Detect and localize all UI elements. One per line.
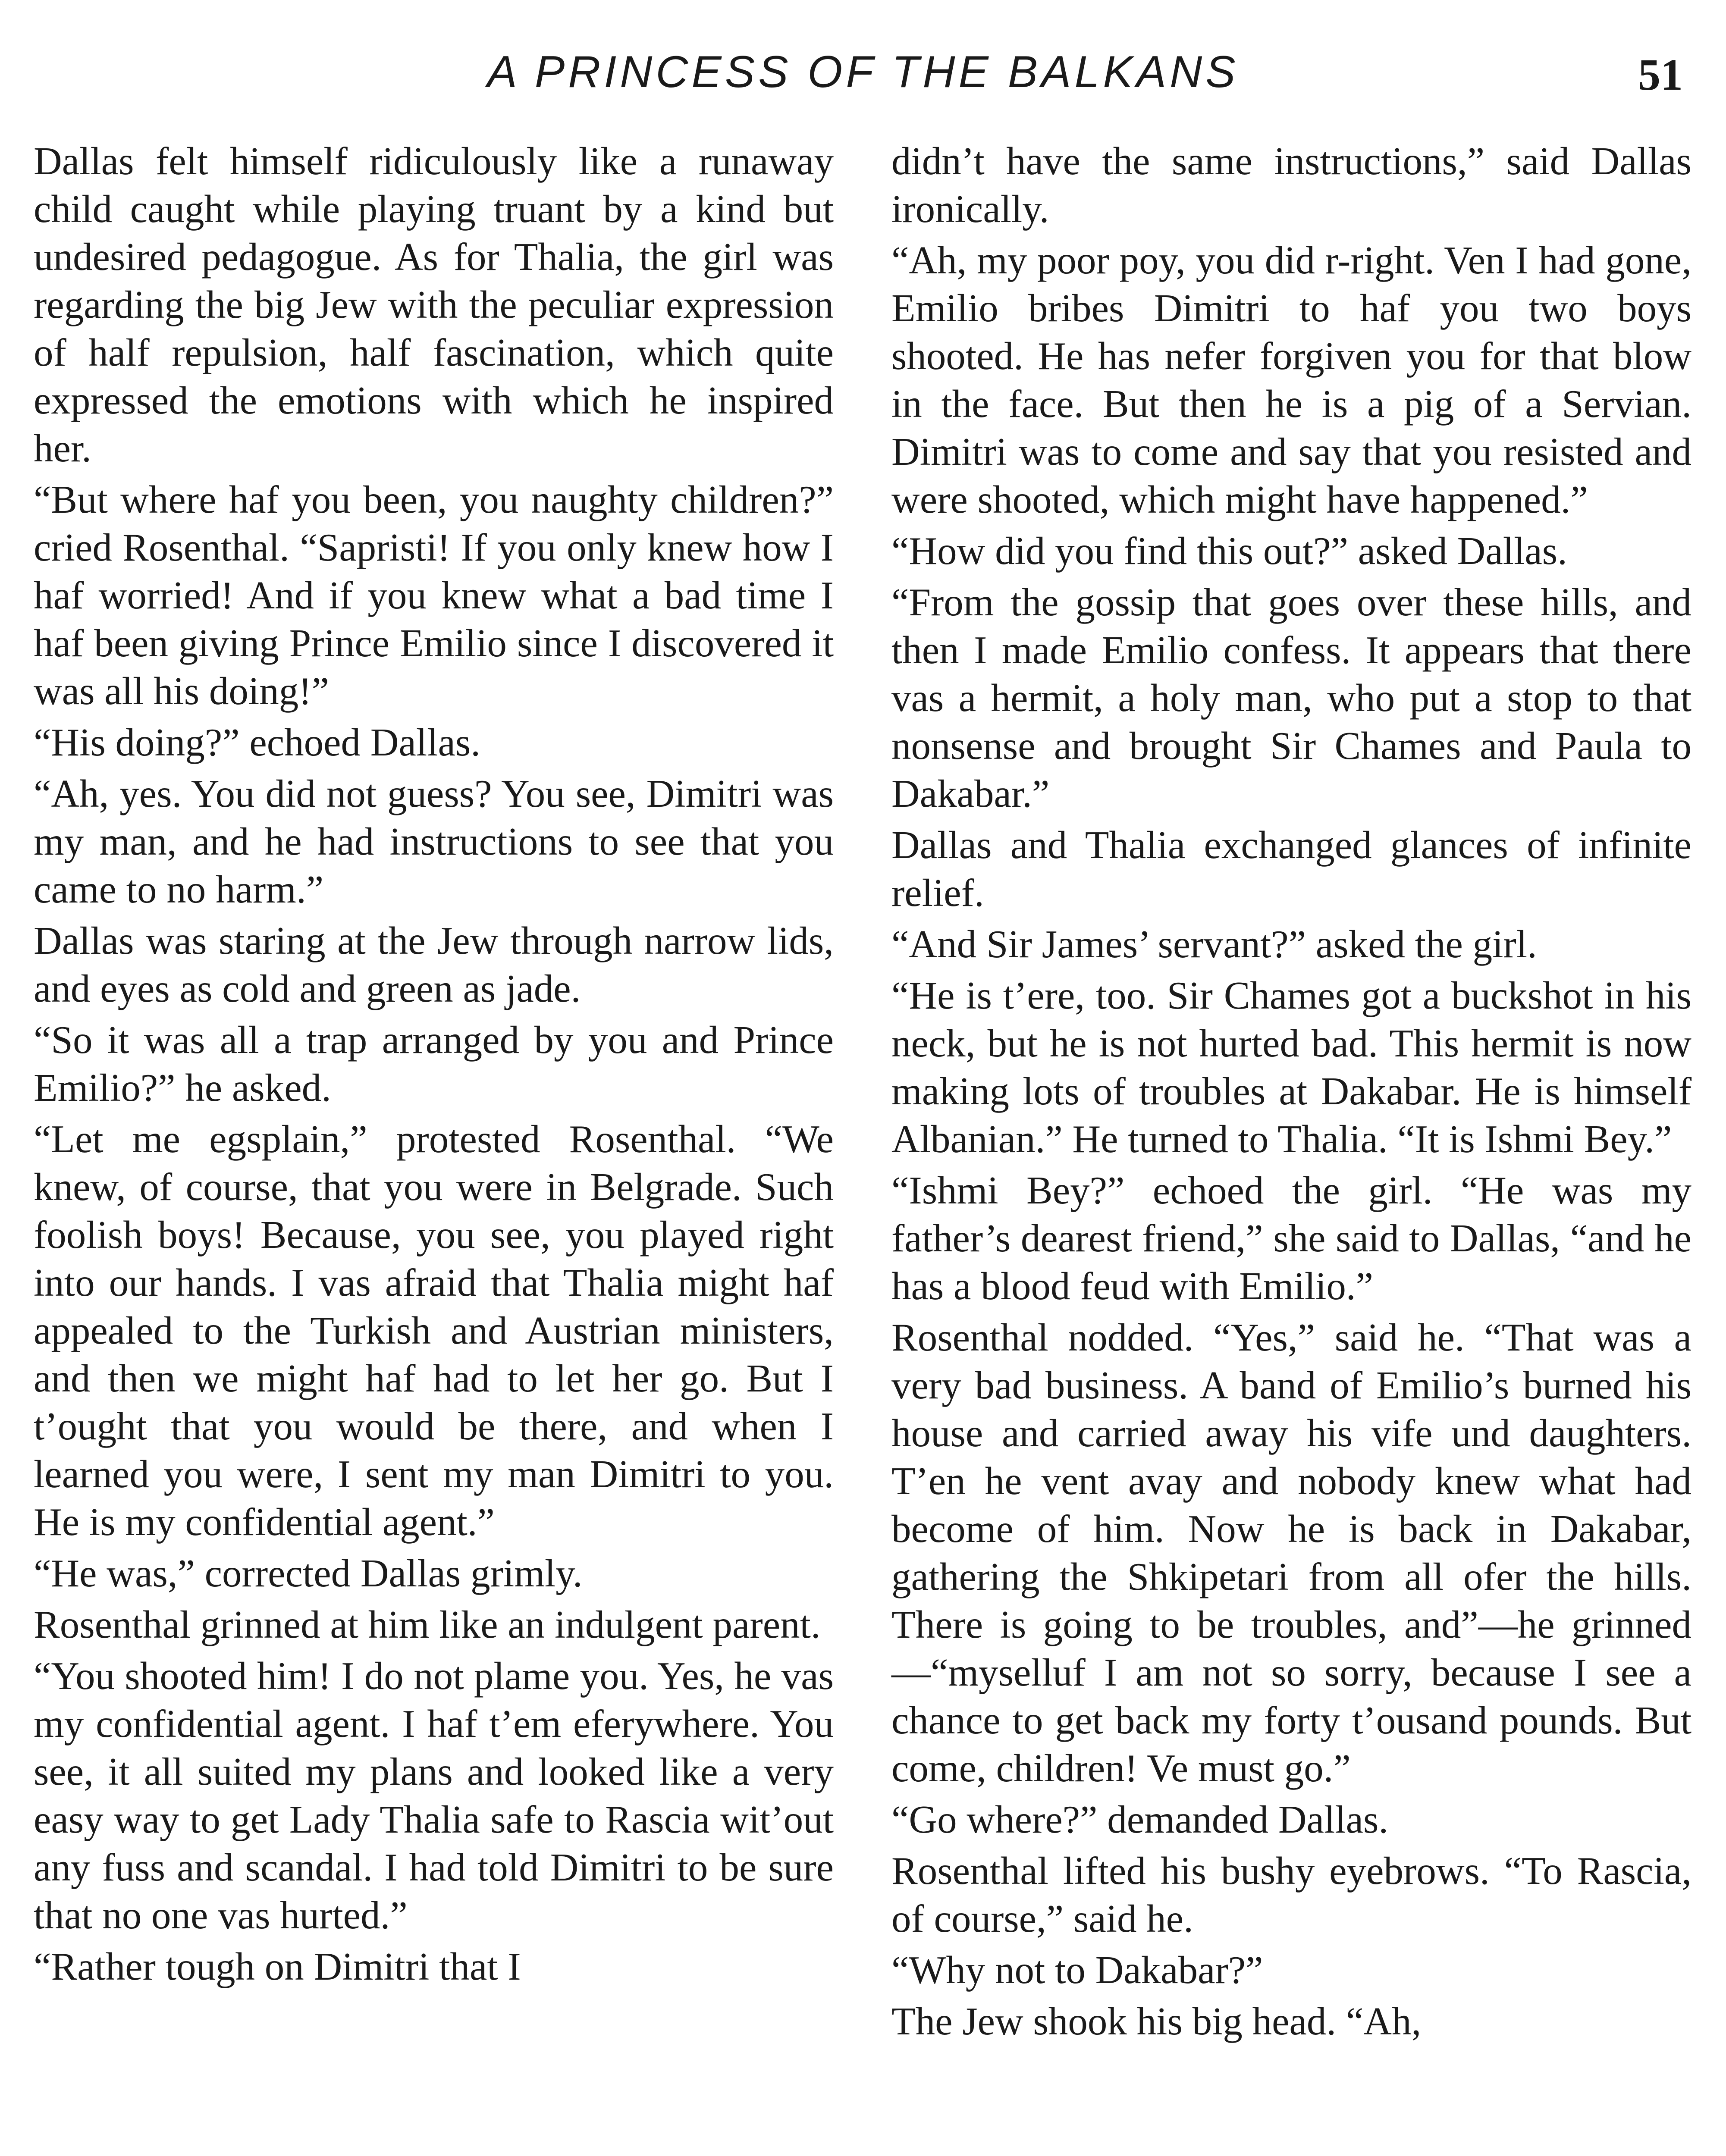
paragraph: “His doing?” echoed Dallas. — [34, 721, 481, 764]
paragraph: “So it was all a trap arranged by you and Prince Emilio?” he asked. — [34, 1018, 834, 1109]
paragraph: “He is t’ere, too. Sir Chames got a buckshot in his neck, but he is not hurted bad. This hermit is now making lots of troubles at Dakabar. He is himself Albanian.” He turned to Thalia. “It is Ishmi Bey.” — [891, 974, 1691, 1161]
paragraph: Rosenthal lifted his bushy eyebrows. “To Rascia, of course,” said he. — [891, 1849, 1691, 1940]
paragraph: “Let me egsplain,” protested Rosenthal. “We knew, of course, that you were in Belgrade. Such foolish boys! Because, you see, you played right into our hands. I vas afraid that Thalia might haf appealed to the Turkish and Austrian ministers, and then we might haf had to let her go. But I t’ought that you would be there, and when I learned you were, I sent my man Dimitri to you. He is my confidential agent.” — [34, 1117, 834, 1544]
paragraph: “Why not to Dakabar?” — [891, 1948, 1263, 1992]
paragraph: “How did you find this out?” asked Dallas. — [891, 529, 1567, 573]
paragraph: “He was,” corrected Dallas grimly. — [34, 1551, 583, 1595]
paragraph: The Jew shook his big head. “Ah, — [891, 1999, 1422, 2043]
paragraph: “Rather tough on Dimitri that I — [34, 1945, 521, 1988]
paragraph: Dallas and Thalia exchanged glances of infinite relief. — [891, 823, 1691, 915]
page-number: 51 — [1638, 50, 1683, 100]
paragraph: “From the gossip that goes over these hills, and then I made Emilio confess. It appears that there vas a hermit, a holy man, who put a stop to that nonsense and brought Sir Chames and Paula to Dakabar.” — [891, 580, 1691, 815]
paragraph: Rosenthal grinned at him like an indulgent parent. — [34, 1603, 821, 1646]
paragraph: “Go where?” demanded Dallas. — [891, 1798, 1389, 1841]
paragraph: “Ishmi Bey?” echoed the girl. “He was my father’s dearest friend,” she said to Dallas, “and he has a blood feud with Emilio.” — [891, 1169, 1691, 1308]
page-header — [0, 47, 1726, 111]
paragraph: “Ah, yes. You did not guess? You see, Dimitri was my man, and he had instructions to see that you came to no harm.” — [34, 772, 834, 911]
paragraph: didn’t have the same instructions,” said Dallas ironically. — [891, 139, 1691, 231]
paragraph: “But where haf you been, you naughty children?” cried Rosenthal. “Sapristi! If you only knew how I haf worried! And if you knew what a bad time I haf been giving Prince Emilio since I discovered it was all his doing!” — [34, 478, 834, 713]
paragraph: Dallas felt himself ridiculously like a runaway child caught while playing truant by a kind but undesired pedagogue. As for Thalia, the girl was regarding the big Jew with the peculiar expression of half repulsion, half fascination, which quite expressed the emotions with which he inspired her. — [34, 139, 834, 470]
right-column — [891, 137, 1691, 2049]
paragraph: “And Sir James’ servant?” asked the girl. — [891, 922, 1537, 966]
paragraph: “You shooted him! I do not plame you. Yes, he vas my confidential agent. I haf t’em eferywhere. You see, it all suited my plans and looked like a very easy way to get Lady Thalia safe to Rascia wit’out any fuss and scandal. I had told Dimitri to be sure that no one vas hurted.” — [34, 1654, 834, 1937]
left-column — [34, 137, 834, 1994]
paragraph: Dallas was staring at the Jew through narrow lids, and eyes as cold and green as jade. — [34, 919, 834, 1010]
paragraph: “Ah, my poor poy, you did r-right. Ven I had gone, Emilio bribes Dimitri to haf you two boys shooted. He has nefer forgiven you for that blow in the face. But then he is a pig of a Servian. Dimitri was to come and say that you resisted and were shooted, which might have happened.” — [891, 238, 1691, 521]
running-title: A PRINCESS OF THE BALKANS — [487, 47, 1239, 97]
paragraph: Rosenthal nodded. “Yes,” said he. “That was a very bad business. A band of Emilio’s burned his house and carried away his vife und daughters. T’en he vent avay and nobody knew what had become of him. Now he is back in Dakabar, gathering the Shkipetari from all ofer the hills. There is going to be troubles, and”—he grinned —“myselluf I am not so sorry, because I see a chance to get back my forty t’ousand pounds. But come, children! Ve must go.” — [891, 1316, 1691, 1790]
